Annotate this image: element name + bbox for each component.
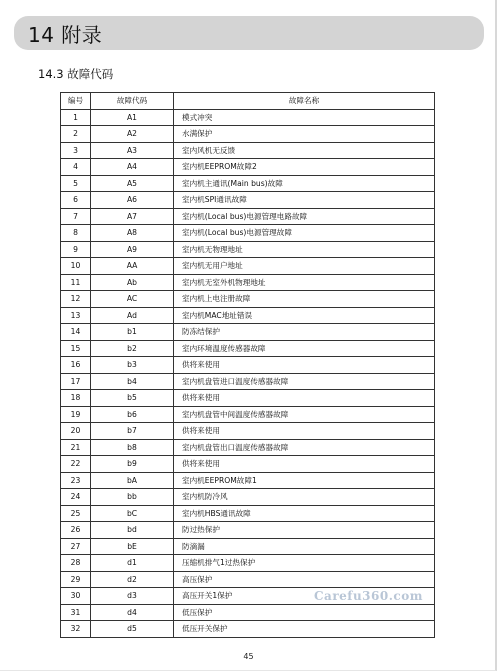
fault-name-cell: 室内机盘管中间温度传感器故障: [174, 406, 435, 423]
fault-name-cell: 室内机EEPROM故障2: [174, 159, 435, 176]
fault-name-cell: 室内机盘管进口温度传感器故障: [174, 373, 435, 390]
table-row: [61, 126, 435, 143]
fault-name-cell: 模式冲突: [174, 109, 435, 126]
fault-number-cell: 10: [61, 258, 91, 275]
fault-code-cell: b4: [91, 373, 174, 390]
chapter-title: 14 附录: [28, 22, 103, 47]
table-row: [61, 604, 435, 621]
table-row: [61, 522, 435, 539]
fault-number-cell: 19: [61, 406, 91, 423]
table-row: [61, 291, 435, 308]
fault-number-cell: 29: [61, 571, 91, 588]
fault-code-cell: d4: [91, 604, 174, 621]
table-row: [61, 274, 435, 291]
table-header-row: [61, 93, 435, 110]
fault-table-body: [61, 109, 435, 637]
fault-code-table: [60, 92, 435, 638]
fault-name-cell: 水满保护: [174, 126, 435, 143]
table-row: [61, 621, 435, 638]
fault-code-cell: A3: [91, 142, 174, 159]
fault-number-cell: 11: [61, 274, 91, 291]
fault-code-cell: d5: [91, 621, 174, 638]
fault-number-cell: 22: [61, 456, 91, 473]
fault-number-cell: 31: [61, 604, 91, 621]
column-header-number: 编号: [61, 93, 91, 110]
fault-code-cell: b5: [91, 390, 174, 407]
fault-number-cell: 26: [61, 522, 91, 539]
fault-name-cell: 防冻结保护: [174, 324, 435, 341]
fault-number-cell: 24: [61, 489, 91, 506]
fault-number-cell: 18: [61, 390, 91, 407]
fault-number-cell: 30: [61, 588, 91, 605]
table-row: [61, 340, 435, 357]
fault-code-cell: AA: [91, 258, 174, 275]
fault-name-cell: 室内机(Local bus)电源管理故障: [174, 225, 435, 242]
watermark: Carefu360.com: [314, 589, 423, 603]
section-title: 14.3 故障代码: [38, 67, 114, 81]
table-row: [61, 142, 435, 159]
table-row: [61, 109, 435, 126]
table-row: [61, 505, 435, 522]
fault-number-cell: 27: [61, 538, 91, 555]
fault-code-cell: bC: [91, 505, 174, 522]
table-row: [61, 175, 435, 192]
table-row: [61, 456, 435, 473]
table-row: [61, 208, 435, 225]
fault-name-cell: 室内环境温度传感器故障: [174, 340, 435, 357]
fault-code-cell: d3: [91, 588, 174, 605]
page-number: 45: [243, 652, 254, 661]
fault-number-cell: 28: [61, 555, 91, 572]
table-row: [61, 307, 435, 324]
fault-number-cell: 32: [61, 621, 91, 638]
fault-number-cell: 14: [61, 324, 91, 341]
table-row: [61, 373, 435, 390]
fault-name-cell: 室内机无用户地址: [174, 258, 435, 275]
column-header-name: 故障名称: [174, 93, 435, 110]
fault-number-cell: 15: [61, 340, 91, 357]
table-row: [61, 225, 435, 242]
fault-code-cell: b2: [91, 340, 174, 357]
column-header-code: 故障代码: [91, 93, 174, 110]
fault-number-cell: 9: [61, 241, 91, 258]
fault-code-cell: d2: [91, 571, 174, 588]
fault-name-cell: 室内机MAC地址错误: [174, 307, 435, 324]
fault-name-cell: 室内机(Local bus)电源管理电路故障: [174, 208, 435, 225]
fault-name-cell: 供将来使用: [174, 357, 435, 374]
fault-code-cell: A4: [91, 159, 174, 176]
fault-number-cell: 3: [61, 142, 91, 159]
fault-number-cell: 8: [61, 225, 91, 242]
fault-code-cell: b3: [91, 357, 174, 374]
fault-code-cell: b9: [91, 456, 174, 473]
fault-code-cell: A5: [91, 175, 174, 192]
fault-number-cell: 16: [61, 357, 91, 374]
fault-code-cell: b8: [91, 439, 174, 456]
table-row: [61, 159, 435, 176]
fault-name-cell: 室内风机无反馈: [174, 142, 435, 159]
fault-name-cell: 室内机无室外机物理地址: [174, 274, 435, 291]
fault-number-cell: 25: [61, 505, 91, 522]
fault-code-cell: AC: [91, 291, 174, 308]
fault-number-cell: 2: [61, 126, 91, 143]
fault-name-cell: 供将来使用: [174, 390, 435, 407]
fault-code-cell: A7: [91, 208, 174, 225]
fault-number-cell: 20: [61, 423, 91, 440]
fault-name-cell: 室内机上电注册故障: [174, 291, 435, 308]
table-row: [61, 472, 435, 489]
fault-number-cell: 21: [61, 439, 91, 456]
fault-name-cell: 室内机无物理地址: [174, 241, 435, 258]
fault-name-cell: 低压开关保护: [174, 621, 435, 638]
fault-number-cell: 23: [61, 472, 91, 489]
fault-name-cell: 防过热保护: [174, 522, 435, 539]
fault-name-cell: 高压开关1保护: [174, 588, 435, 605]
fault-code-cell: Ab: [91, 274, 174, 291]
fault-code-cell: A8: [91, 225, 174, 242]
fault-code-cell: bd: [91, 522, 174, 539]
fault-number-cell: 7: [61, 208, 91, 225]
table-row: [61, 324, 435, 341]
fault-name-cell: 室内机盘管出口温度传感器故障: [174, 439, 435, 456]
fault-name-cell: 防滴漏: [174, 538, 435, 555]
fault-code-cell: bb: [91, 489, 174, 506]
table-row: [61, 357, 435, 374]
fault-number-cell: 13: [61, 307, 91, 324]
fault-number-cell: 5: [61, 175, 91, 192]
fault-code-cell: bA: [91, 472, 174, 489]
fault-name-cell: 低压保护: [174, 604, 435, 621]
fault-code-cell: Ad: [91, 307, 174, 324]
fault-name-cell: 供将来使用: [174, 423, 435, 440]
fault-code-cell: b7: [91, 423, 174, 440]
table-row: [61, 489, 435, 506]
fault-code-cell: b6: [91, 406, 174, 423]
table-row: [61, 406, 435, 423]
table-row: [61, 439, 435, 456]
fault-code-cell: bE: [91, 538, 174, 555]
fault-code-cell: d1: [91, 555, 174, 572]
fault-code-cell: A1: [91, 109, 174, 126]
fault-name-cell: 高压保护: [174, 571, 435, 588]
fault-name-cell: 供将来使用: [174, 456, 435, 473]
fault-code-cell: A2: [91, 126, 174, 143]
table-row: [61, 423, 435, 440]
fault-code-cell: A6: [91, 192, 174, 209]
table-row: [61, 555, 435, 572]
fault-name-cell: 室内机SPI通讯故障: [174, 192, 435, 209]
fault-name-cell: 室内机主通讯(Main bus)故障: [174, 175, 435, 192]
fault-code-cell: b1: [91, 324, 174, 341]
table-row: [61, 571, 435, 588]
table-row: [61, 192, 435, 209]
fault-number-cell: 4: [61, 159, 91, 176]
chapter-header: [14, 16, 484, 50]
fault-code-cell: A9: [91, 241, 174, 258]
fault-name-cell: 压缩机排气1过热保护: [174, 555, 435, 572]
fault-number-cell: 1: [61, 109, 91, 126]
fault-name-cell: 室内机HBS通讯故障: [174, 505, 435, 522]
fault-number-cell: 12: [61, 291, 91, 308]
fault-number-cell: 17: [61, 373, 91, 390]
table-row: [61, 258, 435, 275]
fault-name-cell: 室内机防冷风: [174, 489, 435, 506]
table-row: [61, 390, 435, 407]
table-row: [61, 241, 435, 258]
fault-name-cell: 室内机EEPROM故障1: [174, 472, 435, 489]
fault-number-cell: 6: [61, 192, 91, 209]
table-row: [61, 538, 435, 555]
